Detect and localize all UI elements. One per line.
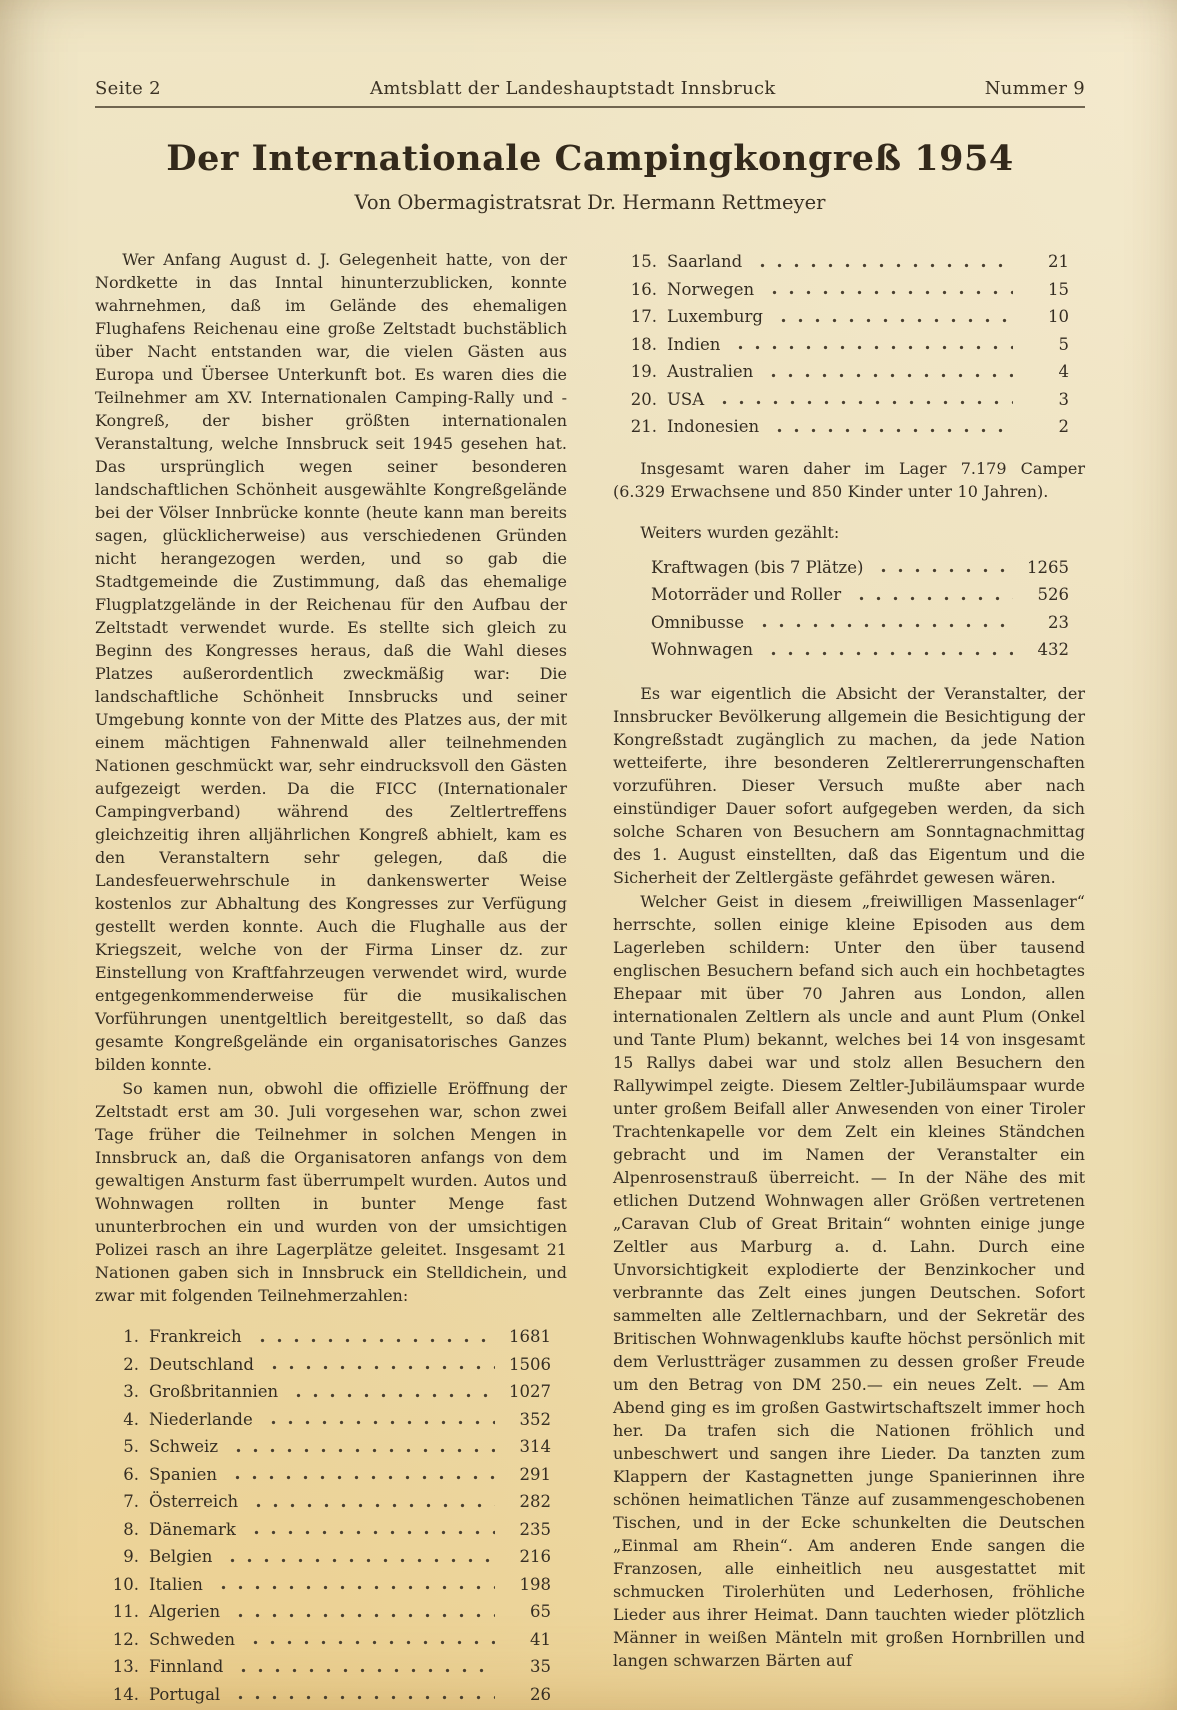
participant-row (109, 1516, 551, 1544)
participant-number: 15. (630, 252, 657, 271)
dot-leader (765, 358, 1013, 386)
participant-count: 10 (1048, 307, 1069, 326)
participant-count: 4 (1058, 362, 1069, 381)
vehicle-count: 1265 (1027, 557, 1069, 577)
participant-country: Saarland (667, 252, 743, 271)
participant-count: 35 (530, 1657, 551, 1676)
participants-list-15-21 (613, 248, 1085, 441)
camp-life-paragraph: Welcher Geist in diesem „freiwilligen Massenlager“ herrschte, sollen einige kleine Episoden aus dem Lagerleben schildern: Unter den über tausend englischen Besuchern befand sich auch ein hochbetagtes Ehepaar mit über 70 Jahren aus London, allen internationalen Zeltlern als uncle and aunt Plum (Onkel und Tante Plum) bekannt, welches bei 14 von insgesamt 15 Rallys dabei war und stolz allen Besuchern den Rallywimpel zeigte. Diesem Zeltler-Jubiläumspaar wurde unter großem Beifall aller Anwesenden von einer Tiroler Trachtenkapelle vor dem Zelt ein kleines Ständchen gebracht und im Namen der Veranstalter ein Alpenrosenstrauß überreicht. — In der Nähe des mit etlichen Dutzend Wohnwagen aller Größen vertretenen „Caravan Club of Great Britain“ wohnten einige junge Zeltler aus Marburg a. d. Lahn. Durch eine Unvorsichtigkeit explodierte der Benzinkocher und verbrannte das Zelt eines jungen Deutschen. Sofort sammelten alle Zeltlernachbarn, und der Sekretär des Britischen Wohnwagenklubs kaufte höchst persönlich mit dem Verlustträger zusammen zu dessen großer Freude um den Betrag von DM 250.— ein neues Zelt. — Am Abend ging es im großen Gastwirtschaftszelt immer hoch her. Da trafen sich die Nationen fröhlich und unbeschwert und sangen ihre Lieder. Da tanzten zum Klappern der Kastagnetten junge Spanierinnen ihre schönen heimatlichen Tänze auf zusammengeschobenen Tischen, und in der Ecke schunkelten die Deutschen „Einmal am Rhein“. Am anderen Ende sangen die Franzosen, alle einheitlich neu ausgestattet mit schmucken Tirolerhüten und Lederhosen, fröhliche Lieder aus ihrer Heimat. Dann tauchten wieder plötzlich Männer in weißen Mänteln mit großen Hornbrillen und langen schwarzen Bärten auf (613, 891, 1085, 1670)
participant-number: 13. (112, 1657, 139, 1676)
participant-number: 7. (123, 1492, 139, 1511)
dot-leader (732, 331, 1013, 359)
participant-row (627, 413, 1069, 441)
page-header (95, 78, 1085, 99)
participant-country: Algerien (149, 1602, 221, 1621)
participant-country: Portugal (149, 1684, 221, 1704)
dot-leader (224, 1543, 495, 1571)
participant-row (627, 386, 1069, 414)
dot-leader (248, 1516, 495, 1544)
participant-count: 41 (530, 1629, 551, 1649)
vehicle-row (651, 609, 1069, 637)
participant-row (627, 303, 1069, 331)
vehicle-name: Motorräder und Roller (651, 585, 842, 604)
dot-leader (247, 1626, 495, 1654)
participants-list-1-14 (95, 1323, 567, 1708)
participant-country: Dänemark (149, 1519, 236, 1539)
dot-leader (266, 1351, 495, 1379)
issue-number: Nummer 9 (984, 78, 1085, 99)
participant-row (627, 276, 1069, 304)
vehicles-list (613, 554, 1085, 664)
participant-row (109, 1488, 551, 1516)
participant-count: 1506 (509, 1354, 551, 1374)
page-number: Seite 2 (95, 78, 161, 99)
vehicle-name: Wohnwagen (651, 640, 753, 659)
publication-title: Amtsblatt der Landeshauptstadt Innsbruck (370, 78, 776, 99)
participant-row (627, 248, 1069, 276)
dot-leader (875, 554, 1013, 582)
participant-country: Spanien (149, 1464, 217, 1484)
participant-row (109, 1543, 551, 1571)
arrival-paragraph: So kamen nun, obwohl die offizielle Eröffnung der Zeltstadt erst am 30. Juli vorgesehen war, schon zwei Tage früher die Teilnehmer in solchen Mengen in Innsbruck an, daß die Organisatoren anfangs von dem gewaltigen Ansturm fast überrumpelt wurden. Autos und Wohnwagen rollten in bunter Menge fast ununterbrochen ein und wurden von der umsichtigen Polizei rasch an ihre Lagerplätze geleitet. Insgesamt 21 Nationen gaben sich in Innsbruck ein Stelldichein, und zwar mit folgenden Teilnehmerzahlen: (95, 1079, 567, 1305)
participant-row (109, 1378, 551, 1406)
dot-leader (716, 386, 1013, 414)
participant-country: Niederlande (149, 1409, 253, 1429)
vehicle-row (651, 581, 1069, 609)
participant-row (109, 1406, 551, 1434)
participant-count: 352 (519, 1409, 551, 1429)
participant-country: Schweiz (149, 1437, 219, 1456)
dot-leader (254, 1323, 495, 1351)
participant-number: 5. (123, 1437, 139, 1456)
participant-row (109, 1323, 551, 1351)
vehicle-name: Kraftwagen (bis 7 Plätze) (651, 557, 864, 577)
participant-row (627, 331, 1069, 359)
participant-count: 26 (530, 1684, 551, 1704)
dot-leader (230, 1433, 495, 1461)
participant-number: 11. (112, 1602, 139, 1621)
participant-row (627, 358, 1069, 386)
intro-paragraph: Wer Anfang August d. J. Gelegenheit hatte, von der Nordkette in das Inntal hinunterzublicken, konnte wahrnehmen, daß im Gelände des ehemaligen Flughafens Reichenau eine große Zeltstadt buchstäblich über Nacht entstanden war, die vielen Gästen aus Europa und Übersee Unterkunft bot. Es waren dies die Teilnehmer am XV. Internationalen Camping-Rally und -Kongreß, der bisher größten internationalen Veranstaltung, welche Innsbruck seit 1945 gesehen hat. Das ursprünglich wegen seiner besonderen landschaftlichen Schönheit ausgewählte Kongreßgelände bei der Völser Innbrücke konnte (heute kann man bereits sagen, glücklicherweise) aus verschiedenen Gründen nicht herangezogen werden, und so gab die Stadtgemeinde die Zustimmung, daß das ehemalige Flugplatzgelände in der Reichenau für den Aufbau der Zeltstadt verwendet wurde. Es stellte sich gleich zu Beginn des Kongresses heraus, daß die Wahl dieses Platzes außerordentlich zweckmäßig war: Die landschaftliche Schönheit Innsbrucks und seiner Umgebung konnte von der Mitte des Platzes aus, der mit einem mächtigen Fahnenwald aller teilnehmenden Nationen geschmückt war, sehr eindrucksvoll den Gästen aufgezeigt werden. Da die FICC (Internationaler Campingverband) während des Zeltlertreffens gleichzeitig ihren alljährlichen Kongreß abhielt, kam es den Veranstaltern sehr gelegen, daß die Landesfeuerwehrschule in dankenswerter Weise kostenlos zur Abhaltung des Kongresses zur Verfügung gestellt werden konnte. Auch die Flughalle aus der Kriegszeit, welche von der Firma Linser dz. zur Einstellung von Kraftfahrzeugen verwendet wird, wurde entgegenkommenderweise für die musikalischen Vorführungen unentgeltlich bereitgestellt, so daß das gesamte Kongreßgelände ein organisatorisches Ganzes bilden konnte. (95, 250, 567, 1074)
right-column (613, 248, 1085, 1708)
participant-number: 16. (630, 279, 657, 299)
participant-number: 2. (123, 1354, 139, 1374)
participant-row (109, 1433, 551, 1461)
participant-count: 291 (519, 1464, 551, 1484)
participant-number: 4. (123, 1409, 139, 1429)
participant-number: 6. (123, 1464, 139, 1484)
dot-leader (775, 303, 1013, 331)
vehicle-count: 432 (1037, 640, 1069, 659)
participant-number: 1. (123, 1327, 139, 1346)
dot-leader (766, 276, 1013, 304)
participant-number: 9. (123, 1547, 139, 1566)
participant-number: 14. (112, 1684, 139, 1704)
participant-country: Australien (667, 362, 754, 381)
participant-country: Großbritannien (149, 1382, 279, 1401)
participant-row (109, 1461, 551, 1489)
dot-leader (756, 609, 1013, 637)
dot-leader (771, 413, 1013, 441)
article-byline: Von Obermagistratsrat Dr. Hermann Rettmeyer (354, 191, 826, 214)
article-title: Der Internationale Campingkongreß 1954 (166, 138, 1014, 179)
total-campers-paragraph: Insgesamt waren daher im Lager 7.179 Camper (6.329 Erwachsene und 850 Kinder unter 10 Jahren). (613, 458, 1085, 501)
dot-leader (229, 1461, 495, 1489)
vehicle-row (651, 636, 1069, 664)
participant-count: 1027 (509, 1382, 551, 1401)
dot-leader (290, 1378, 495, 1406)
vehicle-count: 526 (1037, 585, 1069, 604)
participant-row (109, 1571, 551, 1599)
participant-count: 198 (519, 1574, 551, 1594)
participant-country: Österreich (149, 1492, 239, 1511)
dot-leader (853, 581, 1013, 609)
participant-count: 5 (1058, 334, 1069, 354)
participant-country: Finnland (149, 1657, 224, 1676)
participant-country: Norwegen (667, 279, 755, 299)
participant-country: Frankreich (149, 1327, 242, 1346)
visitors-paragraph: Es war eigentlich die Absicht der Veranstalter, der Innsbrucker Bevölkerung allgemein die Besichtigung der Kongreßstadt zugänglich zu machen, da jede Nation wetteiferte, ihre besonderen Zeltlererrungenschaften vorzuführen. Dieser Versuch mußte aber nach einstündiger Dauer sofort aufgegeben werden, da sich solche Scharen von Besuchern am Sonntagnachmittag des 1. August einstellten, daß das Eigentum und die Sicherheit der Zeltlergäste gefährdet gewesen wären. (613, 683, 1085, 887)
left-column (95, 248, 567, 1708)
participant-count: 216 (519, 1547, 551, 1566)
participant-country: Italien (149, 1574, 203, 1594)
dot-leader (232, 1681, 495, 1709)
participant-number: 10. (112, 1574, 139, 1594)
participant-count: 65 (530, 1602, 551, 1621)
article-body (95, 248, 1085, 1708)
participant-country: Deutschland (149, 1354, 254, 1374)
vehicle-name: Omnibusse (651, 612, 744, 632)
participant-country: USA (667, 389, 705, 409)
participant-number: 19. (630, 362, 657, 381)
dot-leader (235, 1653, 495, 1681)
participant-country: Schweden (149, 1629, 236, 1649)
participant-count: 3 (1058, 389, 1069, 409)
participant-number: 8. (123, 1519, 139, 1539)
participant-count: 235 (519, 1519, 551, 1539)
vehicle-row (651, 554, 1069, 582)
participant-row (109, 1653, 551, 1681)
participant-row (109, 1626, 551, 1654)
participant-row (109, 1681, 551, 1709)
participant-number: 18. (630, 334, 657, 354)
participant-number: 21. (630, 417, 657, 436)
participant-count: 314 (519, 1437, 551, 1456)
participant-count: 21 (1048, 252, 1069, 271)
participant-country: Indien (667, 334, 721, 354)
participant-country: Indonesien (667, 417, 760, 436)
participant-count: 15 (1048, 279, 1069, 299)
participant-number: 17. (630, 307, 657, 326)
dot-leader (265, 1406, 495, 1434)
participant-count: 282 (519, 1492, 551, 1511)
participant-number: 12. (112, 1629, 139, 1649)
dot-leader (754, 248, 1013, 276)
header-rule (95, 106, 1085, 108)
vehicle-count: 23 (1048, 612, 1069, 632)
dot-leader (250, 1488, 495, 1516)
participant-count: 1681 (509, 1327, 551, 1346)
counted-heading: Weiters wurden gezählt: (640, 522, 840, 542)
participant-count: 2 (1058, 417, 1069, 436)
dot-leader (215, 1571, 495, 1599)
participant-country: Belgien (149, 1547, 213, 1566)
dot-leader (765, 636, 1013, 664)
participant-number: 20. (630, 389, 657, 409)
participant-row (109, 1598, 551, 1626)
dot-leader (232, 1598, 495, 1626)
participant-country: Luxemburg (667, 307, 763, 326)
participant-row (109, 1351, 551, 1379)
participant-number: 3. (123, 1382, 139, 1401)
